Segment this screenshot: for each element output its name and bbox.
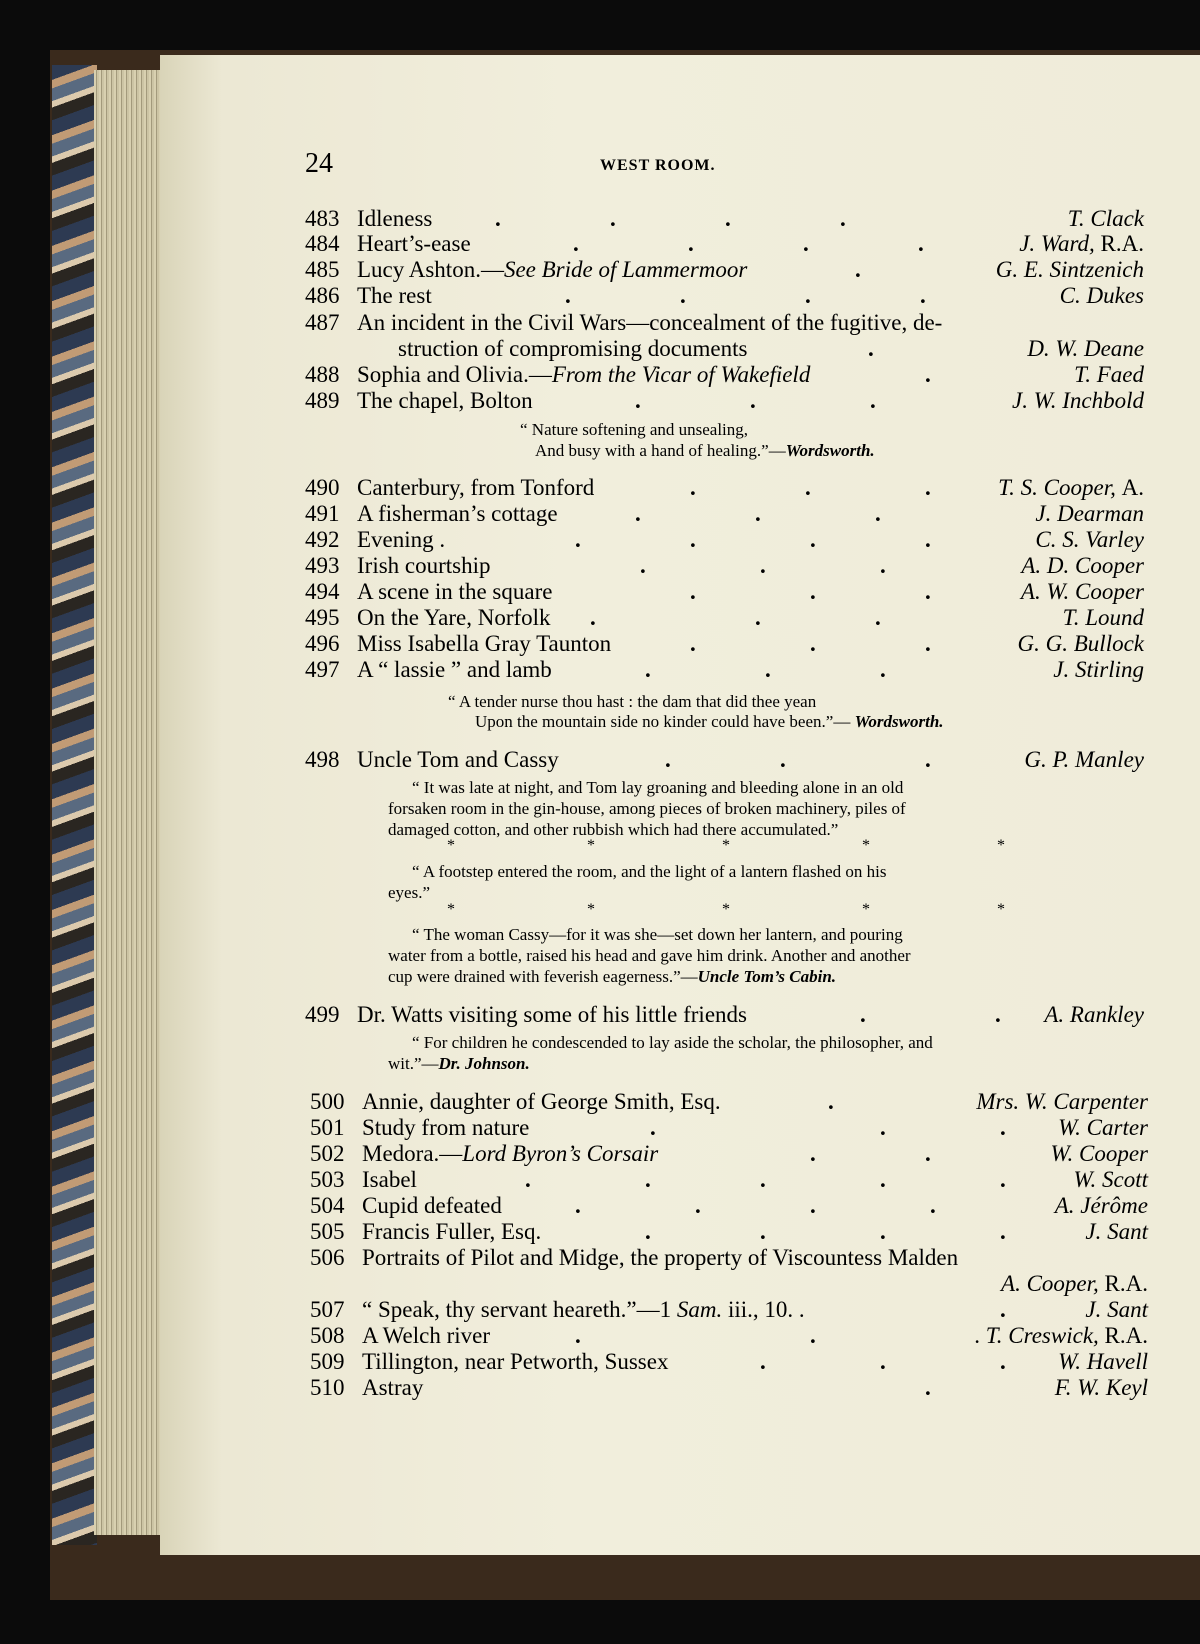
leader-dot: . — [810, 1141, 816, 1166]
entry-title: The rest — [357, 283, 432, 308]
quotation-line: eyes.” — [388, 883, 431, 902]
entry-title: Isabel — [362, 1167, 417, 1192]
entry-title: “ Speak, thy servant heareth.”—1 Sam. iii., 10. . — [362, 1297, 805, 1322]
entry-artist: C. S. Varley — [1035, 527, 1144, 552]
entry-artist: W. Scott — [1073, 1167, 1148, 1192]
entry-number: 499 — [305, 1002, 340, 1027]
entry-title: Lucy Ashton.—See Bride of Lammermoor — [357, 257, 748, 282]
leader-dot: . — [1000, 1167, 1006, 1192]
entry-number: 503 — [310, 1167, 345, 1192]
leader-dot: . — [925, 1375, 931, 1400]
leader-dot: . — [925, 362, 931, 387]
leader-dot: . — [810, 579, 816, 604]
catalogue-entry — [0, 501, 1200, 527]
leader-dot: . — [760, 1219, 766, 1244]
entry-number: 509 — [310, 1349, 345, 1374]
leader-dot: . — [995, 1002, 1001, 1027]
leader-dot: . — [765, 657, 771, 682]
leader-dot: . — [828, 1089, 834, 1114]
entry-title-continued: struction of compromising documents — [398, 336, 748, 361]
entry-artist: J. W. Inchbold — [1011, 388, 1144, 413]
entry-artist: T. Clack — [1067, 206, 1144, 231]
leader-dot: . — [880, 657, 886, 682]
catalogue-entry — [0, 362, 1200, 388]
leader-dot: . — [690, 475, 696, 500]
catalogue-entry — [0, 257, 1200, 283]
quotation-line: forsaken room in the gin-house, among pieces of broken machinery, piles of — [388, 799, 906, 818]
entry-title: The chapel, Bolton — [357, 388, 533, 413]
leader-dot: . — [645, 1219, 651, 1244]
leader-dot: . — [610, 206, 616, 231]
catalogue-entry — [0, 310, 1200, 336]
leader-dot: . — [803, 231, 809, 256]
entry-number: 507 — [310, 1297, 345, 1322]
entry-number: 485 — [305, 257, 340, 282]
entry-title: Evening . — [357, 527, 446, 552]
leader-dot: . — [868, 336, 874, 361]
leader-dot: . — [860, 1002, 866, 1027]
entry-artist: J. Dearman — [1035, 501, 1144, 526]
leader-dot: . — [1000, 1297, 1006, 1322]
quotation-line: damaged cotton, and other rubbish which had there accumulated.” — [388, 820, 839, 839]
entry-title: A scene in the square — [357, 579, 553, 604]
entry-number: 493 — [305, 553, 340, 578]
quotation-line: wit.”—Dr. Johnson. — [388, 1054, 530, 1073]
quotation-line: “ Nature softening and unsealing, — [520, 420, 749, 439]
leader-dot: . — [665, 747, 671, 772]
leader-dot: . — [755, 501, 761, 526]
quotation-line: “ The woman Cassy—for it was she—set down her lantern, and pouring — [412, 925, 903, 944]
leader-dot: . — [645, 1167, 651, 1192]
leader-dot: . — [880, 553, 886, 578]
leader-dot: . — [925, 631, 931, 656]
entry-artist: G. E. Sintzenich — [995, 257, 1144, 282]
leader-dot: . — [875, 501, 881, 526]
quotation-line: cup were drained with feverish eagerness.”—Uncle Tom’s Cabin. — [388, 967, 837, 986]
leader-dot: . — [810, 1323, 816, 1348]
entry-artist: T. S. Cooper, A. — [998, 475, 1144, 500]
leader-dot: . — [925, 527, 931, 552]
leader-dot: . — [760, 1167, 766, 1192]
catalogue-entry-continued — [0, 336, 1200, 362]
catalogue-entry — [0, 1219, 1200, 1245]
entry-artist: T. Lound — [1062, 605, 1144, 630]
entry-title: On the Yare, Norfolk — [357, 605, 551, 630]
entry-title: A fisherman’s cottage — [357, 501, 558, 526]
entry-artist: A. W. Cooper — [1020, 579, 1144, 604]
leader-dot: . — [495, 206, 501, 231]
entry-number: 488 — [305, 362, 340, 387]
leader-dot: . — [925, 475, 931, 500]
quotation-line: Upon the mountain side no kinder could have been.”— Wordsworth. — [475, 712, 944, 731]
quotation-line: “ For children he condescended to lay aside the scholar, the philosopher, and — [412, 1033, 933, 1052]
catalogue-entry — [0, 475, 1200, 501]
leader-dot: . — [780, 747, 786, 772]
entry-artist: A. Rankley — [1044, 1002, 1144, 1027]
entry-artist: W. Havell — [1058, 1349, 1148, 1374]
catalogue-entry — [0, 1115, 1200, 1141]
entry-number: 498 — [305, 747, 340, 772]
catalogue-entry — [0, 1193, 1200, 1219]
entry-artist: J. Ward, R.A. — [1019, 231, 1144, 256]
entry-number: 510 — [310, 1375, 345, 1400]
leader-dot: . — [645, 657, 651, 682]
leader-dot: . — [760, 1349, 766, 1374]
entry-artist: Mrs. W. Carpenter — [976, 1089, 1148, 1114]
entry-title: Annie, daughter of George Smith, Esq. — [362, 1089, 721, 1114]
entry-number: 489 — [305, 388, 340, 413]
leader-dot: . — [920, 283, 926, 308]
entry-number: 497 — [305, 657, 340, 682]
leader-dot: . — [688, 231, 694, 256]
leader-dot: . — [680, 283, 686, 308]
catalogue-entry — [0, 1323, 1200, 1349]
leader-dot: . — [635, 501, 641, 526]
leader-dot: . — [805, 475, 811, 500]
leader-dot: . — [635, 388, 641, 413]
catalogue-entry — [0, 1167, 1200, 1193]
leader-dot: . — [805, 283, 811, 308]
catalogue-entry — [0, 283, 1200, 309]
entry-title: Idleness — [357, 206, 433, 231]
catalogue-entry — [0, 657, 1200, 683]
leader-dot: . — [870, 388, 876, 413]
asterisk: * — [997, 837, 1005, 854]
entry-number: 502 — [310, 1141, 345, 1166]
entry-artist: J. Sant — [1085, 1297, 1148, 1322]
entry-title: Francis Fuller, Esq. — [362, 1219, 542, 1244]
entry-number: 483 — [305, 206, 340, 231]
catalogue-entry — [0, 1002, 1200, 1028]
entry-number: 484 — [305, 231, 340, 256]
asterisk: * — [447, 901, 455, 918]
entry-title: Irish courtship — [357, 553, 491, 578]
entry-number: 495 — [305, 605, 340, 630]
leader-dot: . — [1000, 1115, 1006, 1140]
leader-dot: . — [810, 527, 816, 552]
entry-number: 496 — [305, 631, 340, 656]
leader-dot: . — [930, 1193, 936, 1218]
catalogue-entry — [0, 579, 1200, 605]
entry-number: 501 — [310, 1115, 345, 1140]
leader-dot: . — [880, 1167, 886, 1192]
entry-title: A “ lassie ” and lamb — [357, 657, 552, 682]
asterisk: * — [587, 901, 595, 918]
asterisk: * — [447, 837, 455, 854]
entry-title: Astray — [362, 1375, 424, 1400]
entry-artist: . T. Creswick, R.A. — [974, 1323, 1148, 1348]
entry-number: 500 — [310, 1089, 345, 1114]
catalogue-entry — [0, 206, 1200, 232]
leader-dot: . — [725, 206, 731, 231]
asterisk: * — [722, 837, 730, 854]
entry-artist: W. Cooper — [1050, 1141, 1148, 1166]
entry-artist: A. Jérôme — [1054, 1193, 1148, 1218]
catalogue-entry — [0, 631, 1200, 657]
entry-title: Miss Isabella Gray Taunton — [357, 631, 612, 656]
leader-dot: . — [575, 1193, 581, 1218]
entry-number: 494 — [305, 579, 340, 604]
catalogue-entry — [0, 747, 1200, 773]
entry-title: Cupid defeated — [362, 1193, 502, 1218]
entry-title: Study from nature — [362, 1115, 530, 1140]
entry-artist: J. Sant — [1085, 1219, 1148, 1244]
catalogue-entry — [0, 1375, 1200, 1401]
catalogue-entry — [0, 231, 1200, 257]
leader-dot: . — [565, 283, 571, 308]
catalogue-entry — [0, 1297, 1200, 1323]
entry-number: 508 — [310, 1323, 345, 1348]
leader-dot: . — [875, 605, 881, 630]
asterisk: * — [862, 837, 870, 854]
entry-title: Canterbury, from Tonford — [357, 475, 595, 500]
asterisk: * — [997, 901, 1005, 918]
page-header: WEST ROOM. — [600, 157, 716, 174]
leader-dot: . — [1000, 1349, 1006, 1374]
leader-dot: . — [690, 579, 696, 604]
quotation-line: “ A footstep entered the room, and the light of a lantern flashed on his — [412, 862, 887, 881]
entry-artist: G. G. Bullock — [1017, 631, 1144, 656]
entry-artist: D. W. Deane — [1027, 336, 1144, 361]
entry-number: 491 — [305, 501, 340, 526]
catalogue-entry-continued — [0, 1271, 1200, 1297]
leader-dot: . — [690, 631, 696, 656]
leader-dot: . — [810, 1193, 816, 1218]
leader-dot: . — [695, 1193, 701, 1218]
leader-dot: . — [855, 257, 861, 282]
leader-dot: . — [925, 747, 931, 772]
entry-title: Medora.—Lord Byron’s Corsair — [362, 1141, 659, 1166]
quotation-line: “ A tender nurse thou hast : the dam that did thee yean — [448, 692, 817, 711]
leader-dot: . — [690, 527, 696, 552]
entry-artist: A. Cooper, R.A. — [1001, 1271, 1148, 1296]
catalogue-entry — [0, 1349, 1200, 1375]
entry-artist: T. Faed — [1074, 362, 1144, 387]
entry-title: A Welch river — [362, 1323, 491, 1348]
entry-artist: G. P. Manley — [1024, 747, 1144, 772]
entry-title: Heart’s-ease — [357, 231, 471, 256]
quotation-line: And busy with a hand of healing.”—Wordsworth. — [535, 441, 875, 460]
asterisk: * — [722, 901, 730, 918]
catalogue-entry — [0, 1245, 1200, 1271]
quotation-line: water from a bottle, raised his head and gave him drink. Another and another — [388, 946, 911, 965]
catalogue-entry — [0, 1141, 1200, 1167]
asterisk: * — [587, 837, 595, 854]
entry-title: An incident in the Civil Wars—concealment of the fugitive, de- — [357, 310, 943, 335]
catalogue-entry — [0, 1089, 1200, 1115]
entry-number: 492 — [305, 527, 340, 552]
entry-number: 504 — [310, 1193, 345, 1218]
leader-dot: . — [575, 527, 581, 552]
leader-dot: . — [918, 231, 924, 256]
entry-artist: F. W. Keyl — [1054, 1375, 1148, 1400]
leader-dot: . — [810, 631, 816, 656]
entry-number: 487 — [305, 310, 340, 335]
page-number: 24 — [305, 148, 333, 179]
catalogue-entry — [0, 388, 1200, 414]
leader-dot: . — [750, 388, 756, 413]
entry-number: 506 — [310, 1245, 345, 1270]
catalogue-entry — [0, 553, 1200, 579]
leader-dot: . — [1000, 1219, 1006, 1244]
entry-title: Sophia and Olivia.—From the Vicar of Wakefield — [357, 362, 811, 387]
leader-dot: . — [650, 1115, 656, 1140]
leader-dot: . — [840, 206, 846, 231]
leader-dot: . — [755, 605, 761, 630]
entry-artist: J. Stirling — [1053, 657, 1144, 682]
catalogue-entry — [0, 605, 1200, 631]
quotation-line: “ It was late at night, and Tom lay groaning and bleeding alone in an old — [412, 778, 904, 797]
entry-title: Portraits of Pilot and Midge, the property of Viscountess Malden — [362, 1245, 959, 1270]
entry-number: 486 — [305, 283, 340, 308]
entry-artist: C. Dukes — [1059, 283, 1144, 308]
leader-dot: . — [640, 553, 646, 578]
leader-dot: . — [573, 231, 579, 256]
leader-dot: . — [525, 1167, 531, 1192]
entry-artist: W. Carter — [1058, 1115, 1148, 1140]
entry-title: Uncle Tom and Cassy — [357, 747, 559, 772]
entry-artist: A. D. Cooper — [1021, 553, 1144, 578]
leader-dot: . — [880, 1219, 886, 1244]
leader-dot: . — [760, 553, 766, 578]
entry-number: 490 — [305, 475, 340, 500]
entry-title: Dr. Watts visiting some of his little friends — [357, 1002, 747, 1027]
catalogue-entry — [0, 527, 1200, 553]
entry-title: Tillington, near Petworth, Sussex — [362, 1349, 669, 1374]
leader-dot: . — [590, 605, 596, 630]
leader-dot: . — [925, 1141, 931, 1166]
asterisk: * — [862, 901, 870, 918]
entry-number: 505 — [310, 1219, 345, 1244]
leader-dot: . — [575, 1323, 581, 1348]
leader-dot: . — [880, 1349, 886, 1374]
leader-dot: . — [880, 1115, 886, 1140]
leader-dot: . — [925, 579, 931, 604]
